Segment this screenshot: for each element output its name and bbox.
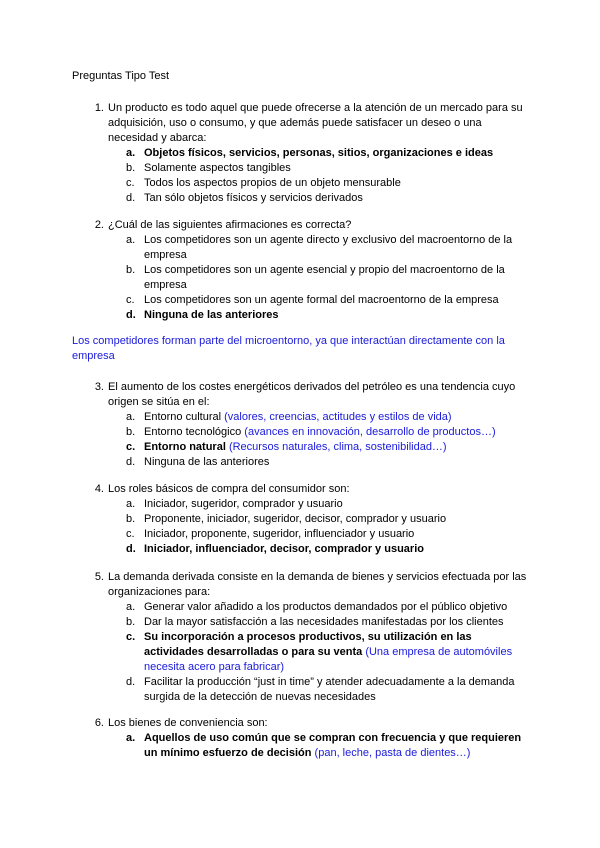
answer-option: [126, 146, 532, 161]
option-text: Todos los aspectos propios de un objeto mensurable: [144, 177, 401, 189]
answer-option: [126, 542, 532, 557]
option-text: Los competidores son un agente esencial y propio del macroentorno de la empresa: [144, 264, 505, 291]
answer-option: [126, 675, 532, 705]
option-text: Los competidores son un agente directo y exclusivo del macroentorno de la empresa: [144, 234, 513, 261]
correct-answer-text: Objetos físicos, servicios, personas, sitios, organizaciones e ideas: [144, 147, 494, 159]
answer-option: [126, 731, 532, 761]
option-letter: d.: [126, 192, 136, 204]
option-letter: c.: [126, 528, 135, 540]
correct-answer-text: Su incorporación a procesos productivos, su utilización en las actividades desarrolladas o para su venta: [144, 631, 472, 658]
option-letter: a.: [126, 498, 136, 510]
document-title: Preguntas Tipo Test: [72, 70, 170, 82]
option-text: Entorno tecnológico: [144, 426, 242, 438]
answer-option: [126, 630, 532, 675]
question-number: 2.: [94, 219, 104, 231]
answer-option: [126, 615, 532, 630]
question: [72, 482, 532, 557]
option-letter: b.: [126, 162, 136, 174]
question-number: 1.: [94, 102, 104, 114]
option-letter: b.: [126, 426, 136, 438]
question: [72, 218, 532, 323]
answer-option: [126, 161, 532, 176]
question-text: ¿Cuál de las siguientes afirmaciones es correcta?: [108, 219, 352, 231]
answer-option: [126, 440, 532, 455]
question-text: El aumento de los costes energéticos derivados del petróleo es una tendencia cuyo origen se sitúa en el:: [108, 381, 516, 408]
answer-option: [126, 233, 532, 263]
question-text: Los bienes de conveniencia son:: [108, 717, 268, 729]
option-annotation: (Recursos naturales, clima, sostenibilidad…): [228, 441, 447, 453]
correct-answer-text: Aquellos de uso común que se compran con frecuencia y que requieren un mínimo esfuerzo de decisión: [144, 732, 522, 759]
answer-option: [126, 308, 532, 323]
option-letter: d.: [126, 676, 136, 688]
question-number: 6.: [94, 717, 104, 729]
blue-annotation: Los competidores forman parte del microentorno, ya que interactúan directamente con la empresa: [72, 335, 505, 362]
question-text: Un producto es todo aquel que puede ofrecerse a la atención de un mercado para su adquisición, uso o consumo, y que además puede satisfacer un deseo o una necesidad y abarca:: [108, 102, 523, 144]
option-annotation: (Una empresa de automóviles necesita acero para fabricar): [144, 646, 513, 673]
answer-option: [126, 263, 532, 293]
option-letter: c.: [126, 631, 136, 643]
correct-answer-text: Ninguna de las anteriores: [144, 309, 279, 321]
option-text: Solamente aspectos tangibles: [144, 162, 291, 174]
option-text: Facilitar la producción “just in time” y atender adecuadamente a la demanda surgida de la detección de nuevas necesidades: [144, 676, 515, 703]
option-letter: a.: [126, 147, 136, 159]
answer-option: [126, 176, 532, 191]
answer-option: [126, 527, 532, 542]
option-letter: a.: [126, 234, 136, 246]
question: [72, 716, 532, 761]
option-letter: c.: [126, 294, 135, 306]
correct-answer-text: Iniciador, influenciador, decisor, comprador y usuario: [144, 543, 424, 555]
question-text: Los roles básicos de compra del consumidor son:: [108, 483, 350, 495]
answer-option: [126, 410, 532, 425]
question-number: 4.: [94, 483, 104, 495]
answer-option: [126, 497, 532, 512]
option-letter: d.: [126, 456, 136, 468]
question: [72, 101, 532, 206]
option-letter: c.: [126, 177, 135, 189]
option-letter: a.: [126, 601, 136, 613]
answer-option: [126, 600, 532, 615]
option-letter: a.: [126, 732, 136, 744]
option-letter: b.: [126, 616, 136, 628]
option-annotation: (pan, leche, pasta de dientes…): [314, 747, 471, 759]
answer-option: [126, 293, 532, 308]
option-letter: c.: [126, 441, 136, 453]
option-text: Iniciador, proponente, sugeridor, influenciador y usuario: [144, 528, 415, 540]
option-annotation: (avances en innovación, desarrollo de productos…): [244, 426, 496, 438]
correct-answer-text: Entorno natural: [144, 441, 226, 453]
question-number: 3.: [94, 381, 104, 393]
option-text: Los competidores son un agente formal del macroentorno de la empresa: [144, 294, 499, 306]
answer-option: [126, 425, 532, 440]
answer-option: [126, 191, 532, 206]
question: [72, 570, 532, 705]
option-text: Iniciador, sugeridor, comprador y usuario: [144, 498, 343, 510]
question-text: La demanda derivada consiste en la demanda de bienes y servicios efectuada por las organizaciones para:: [108, 571, 527, 598]
option-letter: d.: [126, 543, 136, 555]
option-letter: a.: [126, 411, 136, 423]
option-annotation: (valores, creencias, actitudes y estilos de vida): [224, 411, 452, 423]
option-text: Dar la mayor satisfacción a las necesidades manifestadas por los clientes: [144, 616, 504, 628]
answer-option: [126, 512, 532, 527]
question: [72, 380, 532, 470]
question-number: 5.: [94, 571, 104, 583]
option-text: Entorno cultural: [144, 411, 222, 423]
option-letter: d.: [126, 309, 136, 321]
option-text: Generar valor añadido a los productos demandados por el público objetivo: [144, 601, 508, 613]
option-letter: b.: [126, 264, 136, 276]
option-text: Tan sólo objetos físicos y servicios derivados: [144, 192, 363, 204]
option-text: Proponente, iniciador, sugeridor, decisor, comprador y usuario: [144, 513, 447, 525]
option-letter: b.: [126, 513, 136, 525]
option-text: Ninguna de las anteriores: [144, 456, 270, 468]
answer-option: [126, 455, 532, 470]
